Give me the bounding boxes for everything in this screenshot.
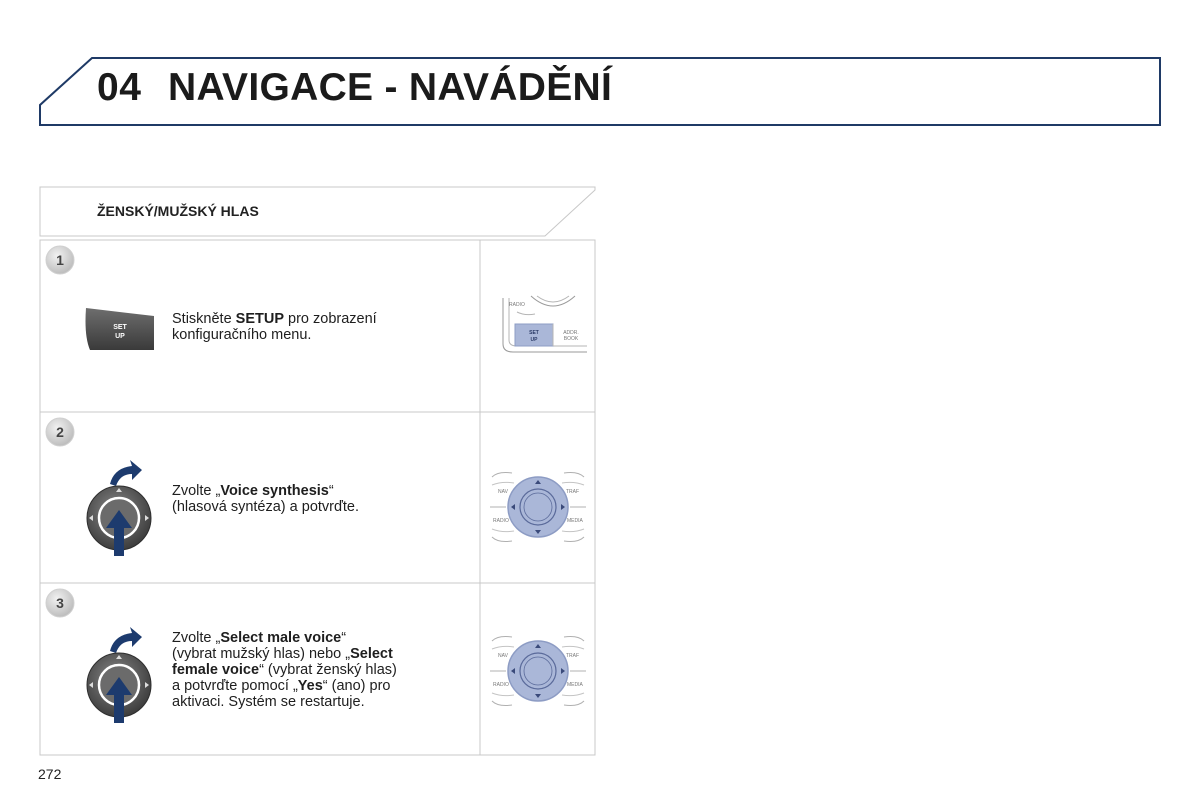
emphasis-text: SETUP xyxy=(235,311,285,327)
panel-label-traf: TRAF xyxy=(566,489,580,495)
instruction-text: “ xyxy=(328,483,334,499)
instruction-text: Zvolte „ xyxy=(172,483,221,499)
panel-label-radio: RADIO xyxy=(509,302,525,308)
step-row-2 xyxy=(40,412,595,583)
emphasis-text: female voice xyxy=(172,662,260,678)
panel-label-up: UP xyxy=(530,337,538,343)
instruction-text: “ (ano) pro xyxy=(322,678,391,694)
instruction-text: Stiskněte xyxy=(172,311,236,327)
rotate-arrow-icon xyxy=(110,460,142,486)
setup-button-icon xyxy=(82,306,156,357)
step-instruction xyxy=(172,630,472,710)
instruction-text: “ xyxy=(341,630,347,646)
setup-button-label-up: UP xyxy=(115,333,125,340)
step-number-badge xyxy=(45,588,75,618)
panel-label-radio: RADIO xyxy=(493,682,509,688)
rotary-knob-icon xyxy=(86,625,158,730)
panel-label-nav: NAV xyxy=(498,653,508,659)
step-number: 1 xyxy=(56,252,64,268)
step-number: 2 xyxy=(56,424,64,440)
emphasis-text: Voice synthesis xyxy=(220,483,329,499)
instruction-text: (hlasová syntéza) a potvrďte. xyxy=(172,499,360,515)
step-number: 3 xyxy=(56,595,64,611)
page-number: 272 xyxy=(38,766,62,782)
setup-button-label-set: SET xyxy=(113,324,127,331)
emphasis-text: Select xyxy=(350,646,393,662)
setup-panel-illustration xyxy=(495,294,595,361)
panel-label-book: BOOK xyxy=(563,336,579,342)
instruction-text: “ (vybrat ženský hlas) xyxy=(259,662,397,678)
instruction-text: Zvolte „ xyxy=(172,630,221,646)
rotate-arrow-icon xyxy=(110,627,142,653)
instruction-text: a potvrďte pomocí „ xyxy=(172,678,298,694)
emphasis-text: Select male voice xyxy=(220,630,342,646)
step-number-badge xyxy=(45,245,75,275)
section-title: ŽENSKÝ/MUŽSKÝ HLAS xyxy=(97,203,259,219)
panel-label-radio: RADIO xyxy=(493,518,509,524)
panel-label-media: MEDIA xyxy=(567,518,583,524)
controller-panel-illustration xyxy=(488,631,588,716)
panel-label-media: MEDIA xyxy=(567,682,583,688)
panel-label-set: SET xyxy=(529,330,539,336)
step-instruction xyxy=(172,483,472,515)
instruction-text: (vybrat mužský hlas) nebo „ xyxy=(172,646,351,662)
chapter-number: 04 xyxy=(97,66,142,109)
instruction-text: pro zobrazení xyxy=(284,311,377,327)
chapter-title: NAVIGACE - NAVÁDĚNÍ xyxy=(168,66,613,109)
panel-label-nav: NAV xyxy=(498,489,508,495)
controller-panel-illustration xyxy=(488,467,588,552)
rotary-knob-icon xyxy=(86,458,158,563)
step-number-badge xyxy=(45,417,75,447)
emphasis-text: Yes xyxy=(297,678,323,694)
panel-label-traf: TRAF xyxy=(566,653,580,659)
instruction-text: konfiguračního menu. xyxy=(172,327,312,343)
step-row-1 xyxy=(40,240,595,412)
step-instruction xyxy=(172,311,472,343)
panel-label-addr: ADDR. xyxy=(563,330,579,336)
step-row-3 xyxy=(40,583,595,755)
instruction-text: aktivaci. Systém se restartuje. xyxy=(172,694,365,710)
